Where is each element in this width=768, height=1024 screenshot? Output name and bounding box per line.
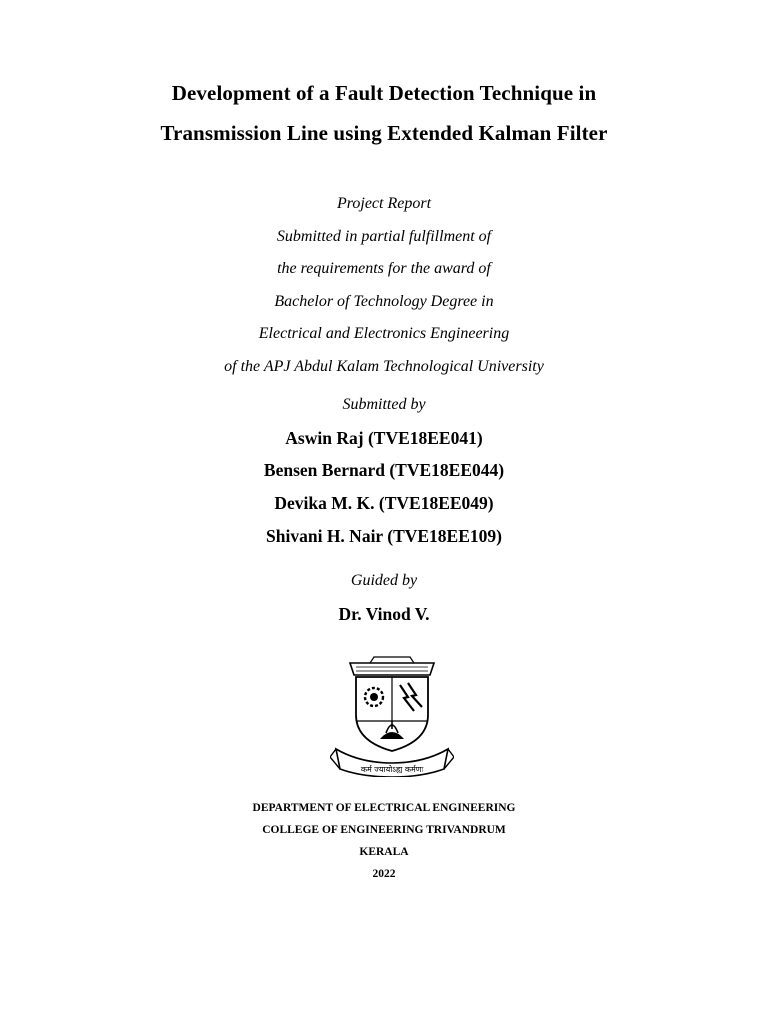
branch-line: Electrical and Electronics Engineering	[258, 325, 510, 342]
student-name: Bensen Bernard (TVE18EE044)	[263, 460, 505, 480]
guided-by-label: Guided by	[350, 572, 418, 589]
report-title-line-1: Development of a Fault Detection Technique in	[171, 81, 597, 105]
state-name: KERALA	[359, 846, 409, 858]
report-type: Project Report	[336, 195, 432, 212]
student-name: Devika M. K. (TVE18EE049)	[274, 493, 494, 513]
degree-line: Bachelor of Technology Degree in	[274, 293, 494, 310]
guide-name: Dr. Vinod V.	[338, 604, 430, 624]
student-name: Aswin Raj (TVE18EE041)	[285, 428, 483, 448]
department-name: DEPARTMENT OF ELECTRICAL ENGINEERING	[252, 802, 516, 814]
student-name: Shivani H. Nair (TVE18EE109)	[266, 526, 502, 546]
university-line: of the APJ Abdul Kalam Technological University	[224, 358, 544, 375]
submission-line-1: Submitted in partial fulfillment of	[276, 228, 492, 245]
submission-line-2: the requirements for the award of	[277, 260, 491, 277]
college-name: COLLEGE OF ENGINEERING TRIVANDRUM	[262, 824, 506, 836]
college-emblem	[330, 645, 454, 777]
emblem-motto: कर्म ज्यायोऽह्य कर्मणः	[360, 765, 424, 774]
emblem-icon	[330, 645, 454, 777]
report-title-line-2: Transmission Line using Extended Kalman Filter	[160, 121, 608, 145]
submitted-by-label: Submitted by	[342, 396, 426, 413]
year: 2022	[372, 868, 396, 880]
